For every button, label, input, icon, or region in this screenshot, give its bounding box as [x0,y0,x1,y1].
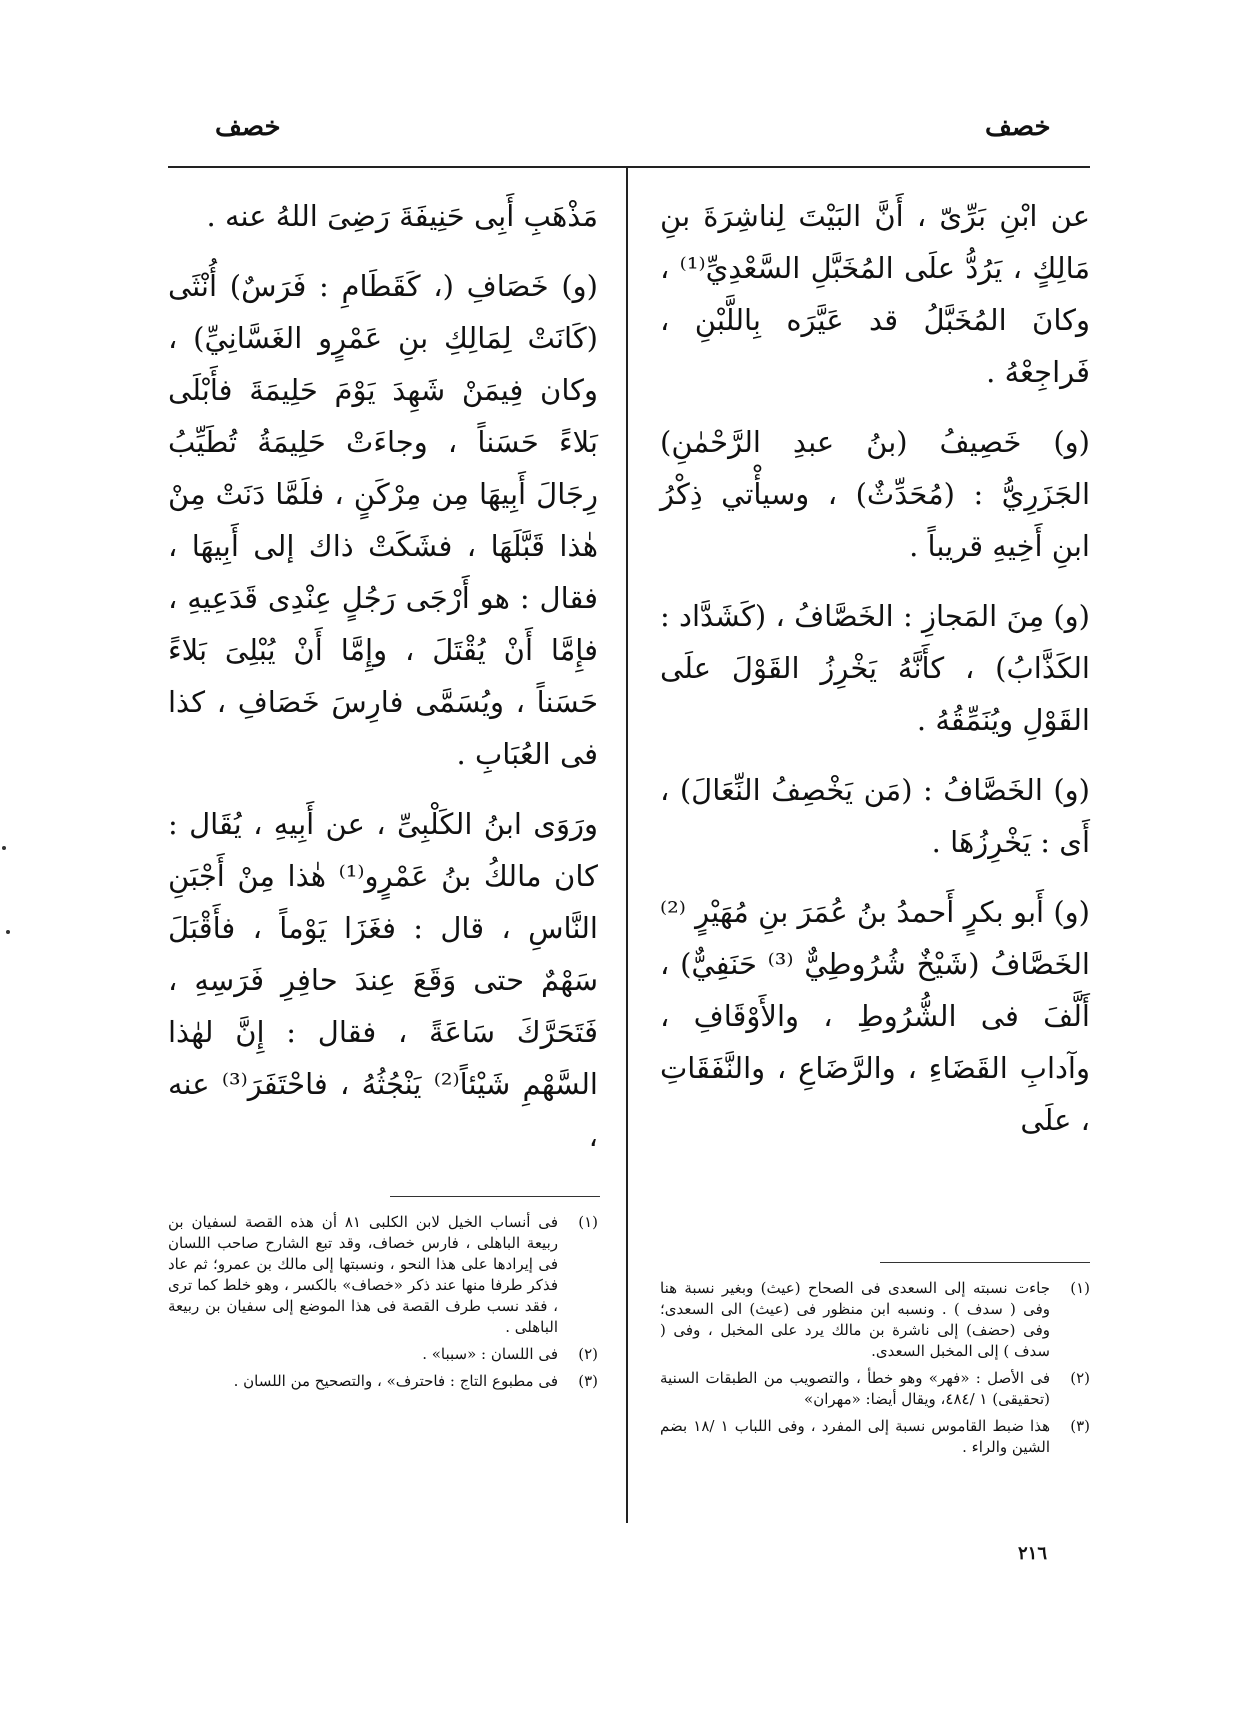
header-rule [168,166,1090,168]
footnote [660,1416,1090,1458]
footnote-number: (٣) [1070,1417,1090,1435]
footnote-text: فى اللسان : «سببا» . [422,1345,558,1363]
footnote [168,1371,598,1392]
footnote-number: (١) [578,1213,598,1231]
footnote [660,1368,1090,1410]
footnote-number: (٢) [1070,1369,1090,1387]
footnote-text: هذا ضبط القاموس نسبة إلى المفرد ، وفى اللباب ١ /١٨ بضم الشين والراء . [660,1417,1051,1456]
page-number: ٢١٦ [1018,1543,1048,1564]
footnote-number: (٣) [578,1372,598,1390]
left-column [168,190,598,1180]
scan-speck [2,846,6,850]
footnote [660,1278,1090,1362]
paragraph: مَذْهَبِ أَبِى حَنِيفَةَ رَضِىَ اللهُ عنه . [206,199,598,233]
running-head-left: خصف [215,112,281,142]
footnote [168,1344,598,1365]
footnote-text: فى أنساب الخيل لابن الكلبى ٨١ أن هذه القصة لسفيان بن ربيعة الباهلى ، فارس خصاف، وقد تبع الشارح صاحب اللسان فى إيرادها على هذا النحو ، ونسبتها إلى مالك بن عمرو؛ ثم عاد فذكر طرفا منها عند ذكر «خصاف» بالكسر ، وهو خلط كما ترى ، فقد نسب طرف القصة فى هذا الموضع إلى سفيان بن ربيعة الباهلى . [168,1213,558,1336]
right-column [660,190,1090,1164]
footnote-number: (١) [1070,1279,1090,1297]
footnote-text: فى الأصل : «فهر» وهو خطأ ، والتصويب من الطبقات السنية (تحقيقى) ١ /٤٨٤، ويقال أيضا: «مهران» [660,1369,1050,1408]
footnotes-left [168,1212,598,1398]
paragraph: ورَوَى ابنُ الكَلْبِىِّ ، عن أَبِيهِ ، يُقَال : كان مالكُ بنُ عَمْرٍو⁽¹⁾ هٰذا مِنْ أَجْبَنِ النَّاسِ ، قال : فغَزَا يَوْماً ، فأَقْبَلَ سَهْمٌ حتى وَقَعَ عِندَ حافِرِ فَرَسِهِ ، فَتَحَرَّكَ سَاعَةً ، فقال : إِنَّ لهٰذا السَّهْمِ شَيْئاً⁽²⁾ يَنْجُثُهُ ، فاحْتَفَرَ⁽³⁾ عنه ، [168,807,598,1153]
column-divider [626,168,628,1523]
footnote-rule-left [390,1196,600,1197]
footnotes-right [660,1278,1090,1464]
paragraph: (و) خَصَافِ (، كَقَطَامِ : فَرَسٌ) أُنْثَى (كَانَتْ لِمَالِكِ بنِ عَمْرٍو الغَسَّانِيِّ) ، وكان فِيمَنْ شَهِدَ يَوْمَ حَلِيمَةَ فأَبْلَى بَلاءً حَسَناً ، وجاءَتْ حَلِيمَةُ تُطَيِّبُ رِجَالَ أَبِيهَا مِن مِرْكَنٍ ، فلَمَّا دَنَتْ مِنْ هٰذا قَبَّلَهَا ، فشَكَتْ ذاك إلى أَبِيهَا ، فقال : هو أَرْجَى رَجُلٍ عِنْدِى قَدَعِيهِ ، فإِمَّا أَنْ يُقْتَلَ ، وإِمَّا أَنْ يُبْلِىَ بَلاءً حَسَناً ، ويُسَمَّى فارِسَ خَصَافِ ، كذا فى العُبَابِ . [168,269,598,771]
paragraph: (و) أَبو بكرٍ أَحمدُ بنُ عُمَرَ بنِ مُهَيْرٍ ⁽²⁾ الخَصَّافُ (شَيْخٌ شُرُوطِيٌّ ⁽³⁾ حَنَفِيٌّ) ، أَلَّفَ فى الشُّرُوطِ ، والأَوْقَافِ ، وآدابِ القَضَاءِ ، والرَّضَاعِ ، والنَّفَقَاتِ ، علَى [660,895,1090,1137]
paragraph: (و) مِنَ المَجازِ : الخَصَّافُ ، (كَشَدَّاد : الكَذَّابُ) ، كأَنَّهُ يَخْرِزُ القَوْلَ علَى القَوْلِ ويُنَمِّقُهُ . [660,599,1090,737]
footnote-text: فى مطبوع التاج : فاحترف» ، والتصحيح من اللسان . [233,1372,558,1390]
paragraph: (و) خَصِيفُ (بنُ عبدِ الرَّحْمٰنِ) الجَزَرِيُّ : (مُحَدِّثٌ) ، وسيأْتي ذِكْرُ ابنِ أَخِيهِ قريباً . [660,425,1090,563]
running-head-right: خصف [985,112,1051,142]
footnote-text: جاءت نسبته إلى السعدى فى الصحاح (عيث) وبغير نسبة هنا وفى ( سدف ) . ونسبه ابن منظور فى (عيث) الى السعدى؛ وفى (حضف) إلى ناشرة بن مالك يرد على المخبل ، وفى ( سدف ) إلى المخبل السعدى. [660,1279,1050,1360]
scan-speck [6,930,10,934]
footnote-number: (٢) [578,1345,598,1363]
paragraph: (و) الخَصَّافُ : (مَن يَخْصِفُ النِّعَالَ) ، أَى : يَخْرِزُهَا . [660,773,1090,859]
footnote [168,1212,598,1338]
footnote-rule-right [880,1262,1090,1263]
paragraph: عن ابْنِ بَرِّىّ ، أَنَّ البَيْتَ لِناشِرَةَ بنِ مَالِكٍ ، يَرُدُّ علَى المُخَبَّلِ السَّعْدِيِّ⁽¹⁾ ، وكانَ المُخَبَّلُ قد عَيَّرَه بِاللَّبْنِ ، فَراجِعْهُ . [660,199,1090,389]
